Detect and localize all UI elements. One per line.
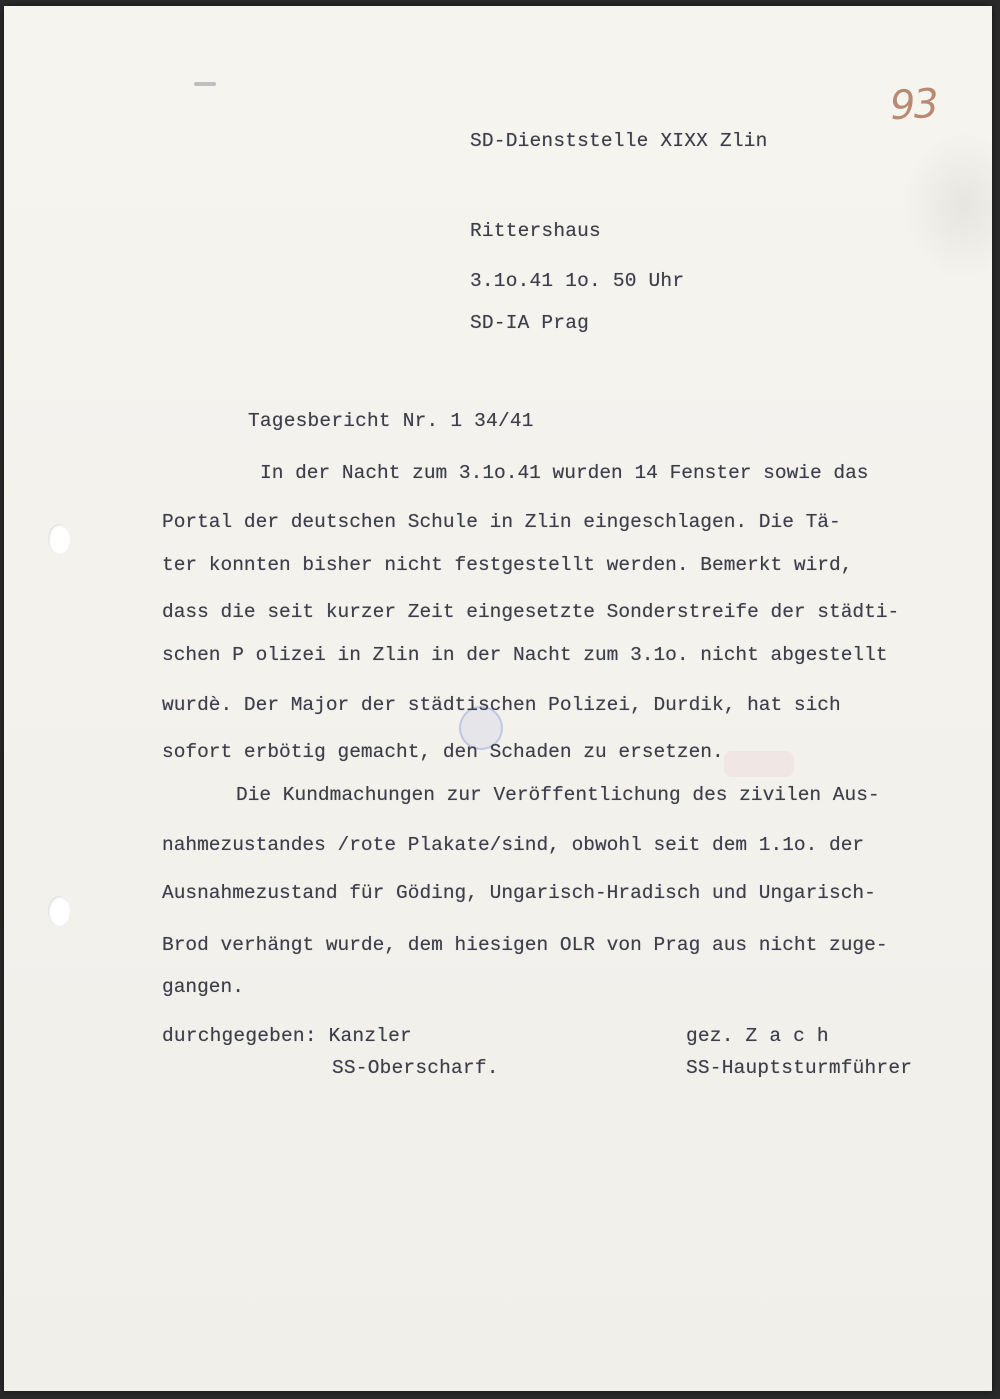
office-heading: SD-Dienststelle XIXX Zlin [470, 130, 768, 152]
body-line: Brod verhängt wurde, dem hiesigen OLR von Prag aus nicht zuge- [162, 934, 888, 956]
body-line: sofort erbötig gemacht, den Schaden zu ersetzen. [162, 741, 724, 763]
signer-rank: SS-Hauptsturmführer [686, 1057, 913, 1079]
report-title: Tagesbericht Nr. 1 34/41 [248, 410, 534, 432]
body-line: wurdè. Der Major der städtischen Polizei, Durdik, hat sich [162, 694, 841, 716]
page-number: 93 [888, 80, 939, 130]
punch-hole-top [48, 524, 70, 554]
recipient-line: Rittershaus [470, 220, 601, 242]
body-line: In der Nacht zum 3.1o.41 wurden 14 Fenster sowie das [260, 462, 869, 484]
body-line: Portal der deutschen Schule in Zlin eingeschlagen. Die Tä- [162, 511, 841, 533]
body-line: ter konnten bisher nicht festgestellt werden. Bemerkt wird, [162, 554, 853, 576]
faint-stamp-red [724, 751, 794, 777]
body-line: dass die seit kurzer Zeit eingesetzte Sonderstreife der städti- [162, 601, 900, 623]
signed-by: gez. Z a c h [686, 1025, 829, 1047]
transmitted-rank: SS-Oberscharf. [332, 1057, 499, 1079]
body-line: Ausnahmezustand für Göding, Ungarisch-Hradisch und Ungarisch- [162, 882, 876, 904]
body-line: schen P olizei in Zlin in der Nacht zum 3.1o. nicht abgestellt [162, 644, 888, 666]
datetime-line: 3.1o.41 1o. 50 Uhr [470, 270, 685, 292]
document-page [4, 6, 992, 1391]
body-line: gangen. [162, 976, 244, 998]
body-line: nahmezustandes /rote Plakate/sind, obwohl seit dem 1.1o. der [162, 834, 865, 856]
ink-smudge [194, 82, 216, 86]
destination-line: SD-IA Prag [470, 312, 590, 334]
transmitted-by: durchgegeben: Kanzler [162, 1025, 412, 1047]
body-line: Die Kundmachungen zur Veröffentlichung des zivilen Aus- [236, 784, 880, 806]
punch-hole-bottom [48, 896, 70, 926]
